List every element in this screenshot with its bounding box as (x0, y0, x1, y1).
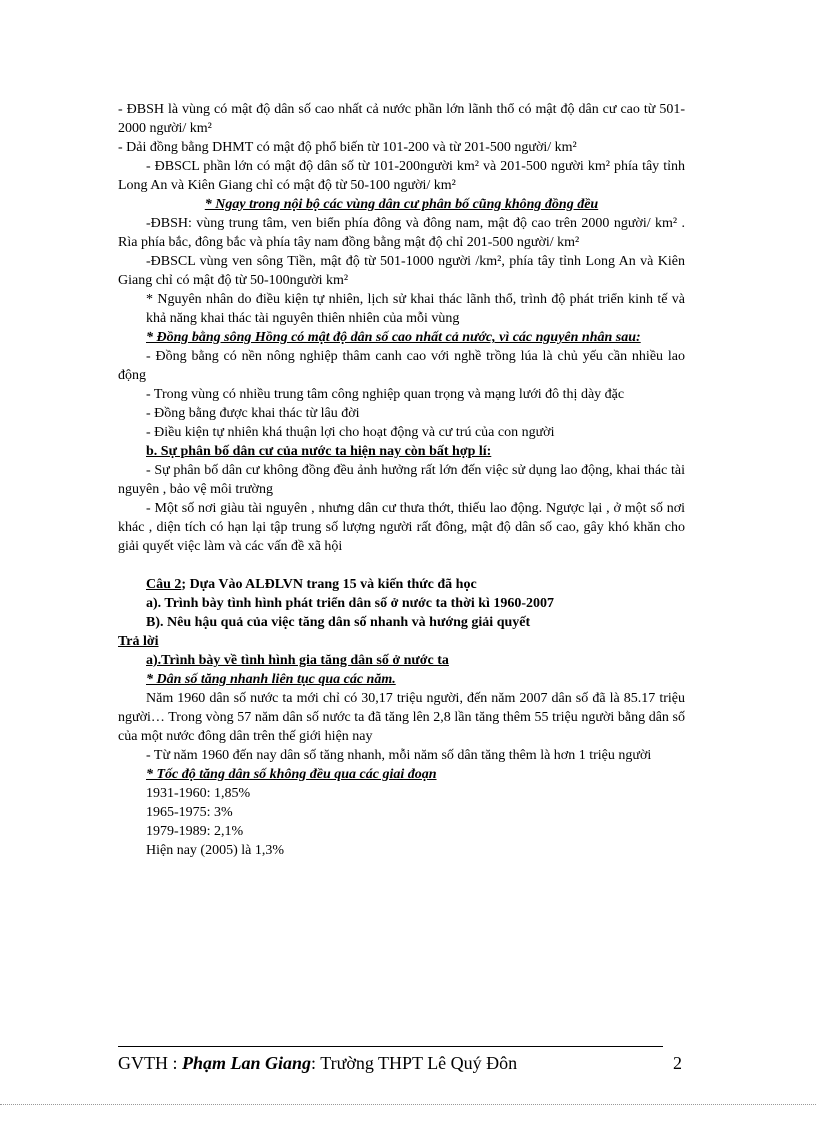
section-heading: b. Sự phân bố dân cư của nước ta hiện nay còn bất hợp lí: (146, 444, 492, 459)
section-heading: * Tốc độ tăng dân số không đều qua các giai đoạn (146, 767, 437, 782)
text-line: - Dải đồng bằng DHMT có mật độ phổ biến từ 101-200 và từ 201-500 người/ km² (118, 140, 577, 155)
text-line: - Từ năm 1960 đến nay dân số tăng nhanh, mỗi năm số dân tăng thêm là hơn 1 triệu người (146, 748, 652, 763)
rate-line: 1965-1975: 3% (146, 805, 233, 820)
section-heading: * Đồng bằng sông Hồng có mật độ dân số cao nhất cả nước, vì các nguyên nhân sau: (146, 330, 641, 345)
text-line: - Một số nơi giàu tài nguyên , nhưng dân cư thưa thớt, thiếu lao động. Ngược lại , ở một số nơi khác , diện tích có hạn lại tập trung số lượng người rất đông, mật độ dân số cao, gây khó khăn cho giải quyết việc làm và các vấn đề xã hội (118, 501, 685, 554)
text-line: -ĐBSCL vùng ven sông Tiền, mật độ từ 501-1000 người /km², phía tây tỉnh Long An và Kiên Giang chỉ có mật độ từ 50-100người km² (118, 254, 685, 288)
footer-divider (118, 1046, 663, 1047)
text-line: - Đồng bằng có nền nông nghiệp thâm canh cao với nghề trồng lúa là chủ yếu cần nhiều lao động (118, 349, 685, 383)
page-number: 2 (673, 1053, 682, 1073)
question-label: Câu 2 (146, 577, 182, 592)
text-line: * Nguyên nhân do điều kiện tự nhiên, lịch sử khai thác lãnh thổ, trình độ phát triển kinh tế và khả năng khai thác tài nguyên thiên nhiên của mỗi vùng (146, 292, 685, 326)
spacer (118, 556, 685, 575)
page-break-line (0, 1104, 816, 1105)
rate-line: Hiện nay (2005) là 1,3% (146, 843, 285, 858)
question-text: ; Dựa Vào ALĐLVN trang 15 và kiến thức đã học (181, 577, 477, 592)
page-content (118, 100, 685, 860)
section-heading: * Dân số tăng nhanh liên tục qua các năm. (146, 672, 396, 687)
question-title (118, 575, 685, 594)
question-part: B). Nêu hậu quả của việc tăng dân số nhanh và hướng giải quyết (146, 615, 531, 630)
question-part: a). Trình bày tình hình phát triển dân số ở nước ta thời kì 1960-2007 (146, 596, 555, 611)
text-line: - ĐBSCL phần lớn có mật độ dân số từ 101-200người km² và 201-500 người km² phía tây tỉnh Long An và Kiên Giang chỉ có mật độ từ 50-100 người/ km² (118, 159, 685, 193)
text-line: -ĐBSH: vùng trung tâm, ven biển phía đông và đông nam, mật độ cao trên 2000 người/ km² . Rìa phía bắc, đông bắc và phía tây nam đồng bằng mật độ chỉ 201-500 người/ km² (118, 216, 685, 250)
text-line: - Đồng bằng được khai thác từ lâu đời (146, 406, 360, 421)
rate-line: 1931-1960: 1,85% (146, 786, 251, 801)
rate-line: 1979-1989: 2,1% (146, 824, 244, 839)
text-line: - Trong vùng có nhiều trung tâm công nghiệp quan trọng và mạng lưới đô thị dày đặc (146, 387, 625, 402)
answer-label: Trả lời (118, 634, 159, 649)
text-line: Năm 1960 dân số nước ta mới chỉ có 30,17 triệu người, đến năm 2007 dân số đã là 85.17 triệu người… Trong vòng 57 năm dân số nước ta đã tăng lên 2,8 lần tăng thêm 55 triệu người bằng dân số của một nước đông dân trên thế giới hiện nay (118, 691, 685, 744)
section-heading: a).Trình bày về tình hình gia tăng dân số ở nước ta (146, 653, 449, 668)
footer-teacher: Phạm Lan Giang (182, 1053, 312, 1073)
footer-school: : Trường THPT Lê Quý Đôn (311, 1053, 518, 1073)
text-line: - ĐBSH là vùng có mật độ dân số cao nhất cả nước phần lớn lãnh thổ có mật độ dân cư cao từ 501-2000 người/ km² (118, 102, 685, 136)
text-line: - Sự phân bố dân cư không đồng đều ảnh hưởng rất lớn đến việc sử dụng lao động, khai thác tài nguyên , bảo vệ môi trường (118, 463, 685, 497)
text-line: - Điều kiện tự nhiên khá thuận lợi cho hoạt động và cư trú của con người (146, 425, 555, 440)
section-heading: * Ngay trong nội bộ các vùng dân cư phân bố cũng không đồng đều (204, 197, 599, 212)
footer-prefix: GVTH : (118, 1053, 182, 1073)
page-footer (118, 1052, 685, 1074)
